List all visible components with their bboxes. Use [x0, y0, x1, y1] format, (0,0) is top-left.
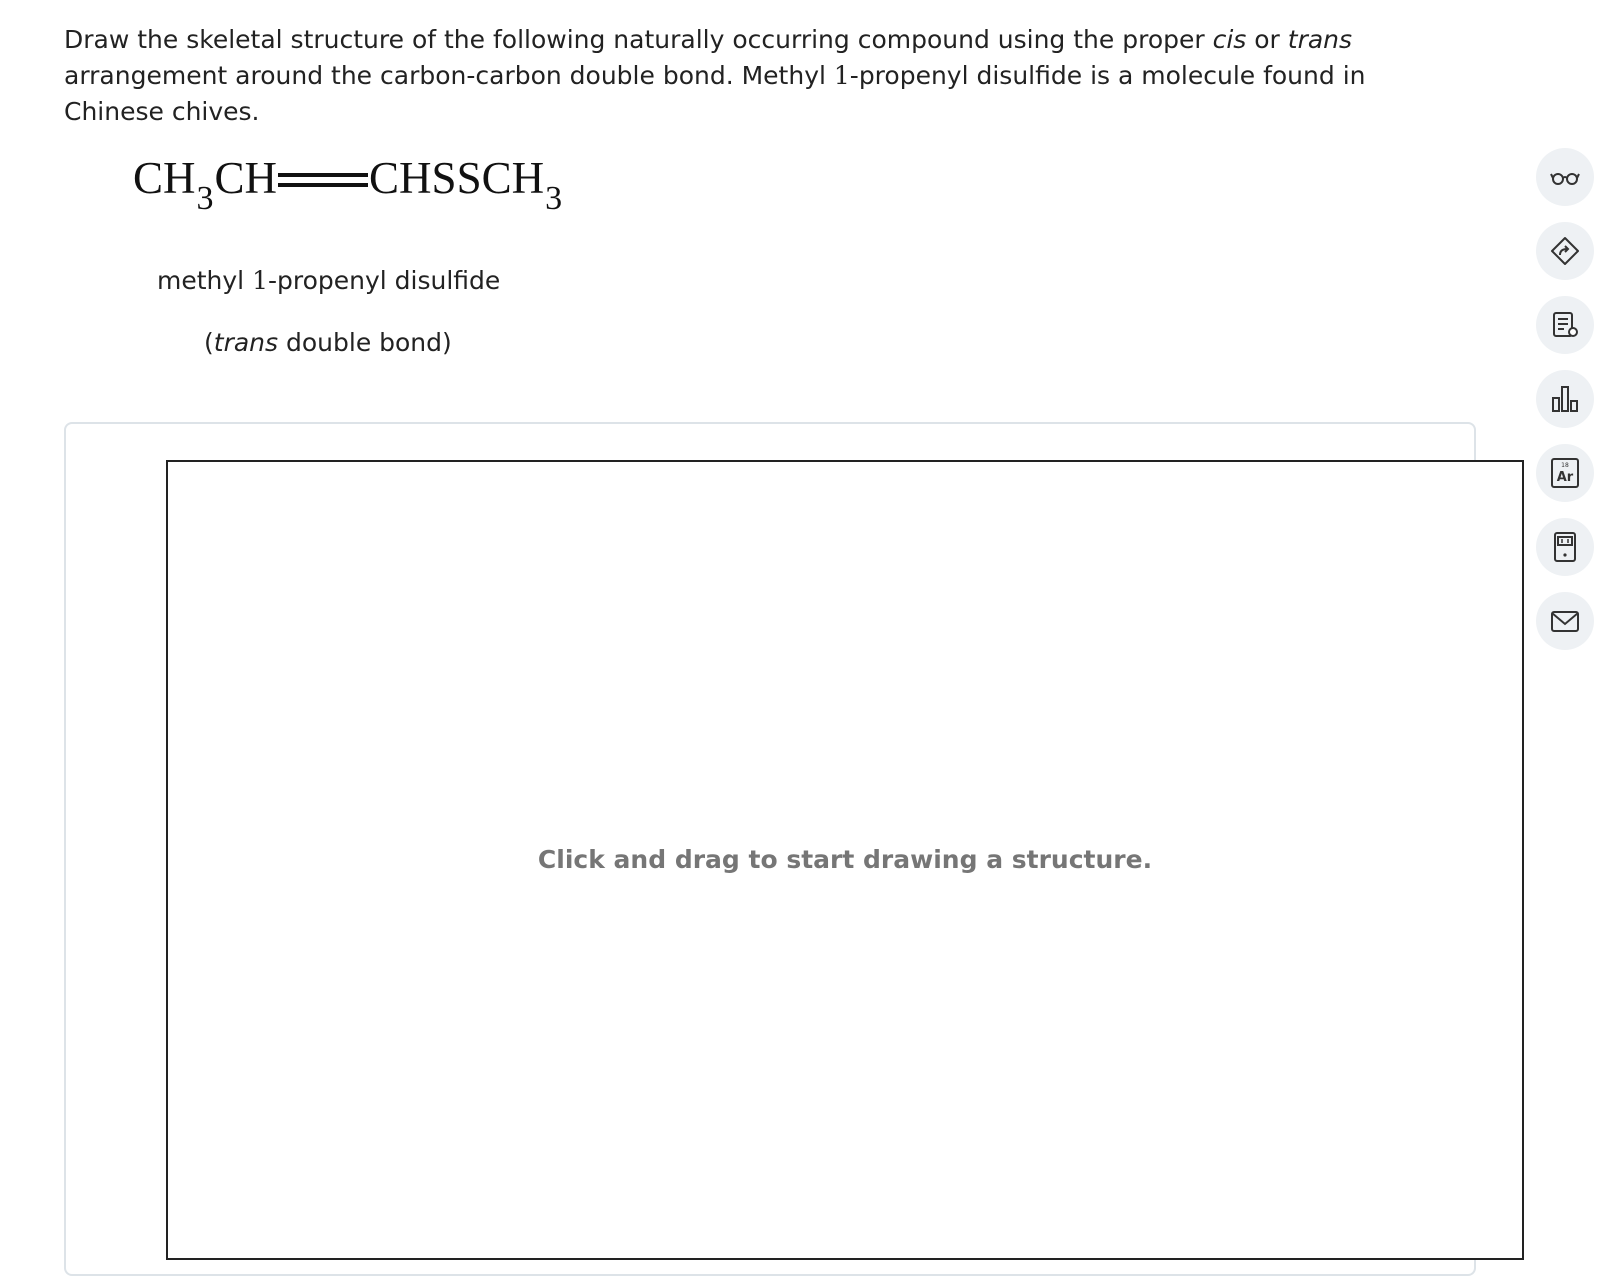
double-bond: [278, 170, 368, 190]
periodic-table-button[interactable]: [1536, 444, 1594, 502]
cis-word: cis: [1212, 25, 1247, 54]
chart-button[interactable]: [1536, 370, 1594, 428]
question-number: 1: [833, 61, 850, 90]
redo-icon: [1548, 234, 1582, 268]
drawing-canvas[interactable]: [166, 460, 1524, 1260]
question-part3: -propenyl disulfide is a molecule found in Chinese chives.: [64, 61, 1366, 126]
question-part2: arrangement around the carbon-carbon double bond. Methyl: [64, 61, 834, 90]
canvas-hint: Click and drag to start drawing a structure.: [537, 845, 1153, 874]
mail-icon: [1548, 604, 1582, 638]
periodic-symbol: Ar: [1556, 470, 1574, 485]
question-text: [64, 22, 1424, 130]
formula-right-main: CHSSCH: [369, 153, 545, 203]
condensed-formula: [133, 148, 563, 217]
bar-chart-icon: [1548, 382, 1582, 416]
bond-note-open: (: [204, 328, 214, 357]
periodic-number: 18: [1561, 462, 1569, 469]
mail-button[interactable]: [1536, 592, 1594, 650]
question-part1: Draw the skeletal structure of the following naturally occurring compound using the proper: [64, 25, 1213, 54]
bond-note-trans: trans: [213, 328, 279, 357]
notes-icon: [1548, 308, 1582, 342]
question-or: or: [1246, 25, 1288, 54]
formula-left-sub: 3: [196, 180, 214, 217]
compound-name: [157, 266, 500, 295]
bond-note-rest: double bond): [278, 328, 452, 357]
formula-right-sub: 3: [545, 180, 563, 217]
glasses-icon: [1548, 160, 1582, 194]
calculator-button[interactable]: [1536, 518, 1594, 576]
bond-note: [204, 328, 452, 357]
periodic-table-icon: [1548, 456, 1582, 490]
calculator-icon: [1548, 530, 1582, 564]
compound-name-prefix: methyl: [157, 266, 253, 295]
compound-name-number: 1: [252, 266, 268, 295]
notes-button[interactable]: [1536, 296, 1594, 354]
compound-name-suffix: -propenyl disulfide: [267, 266, 501, 295]
trans-word: trans: [1287, 25, 1353, 54]
formula-left-main: CH: [133, 153, 196, 203]
glasses-button[interactable]: [1536, 148, 1594, 206]
formula-left-tail: CH: [214, 153, 278, 203]
redo-button[interactable]: [1536, 222, 1594, 280]
